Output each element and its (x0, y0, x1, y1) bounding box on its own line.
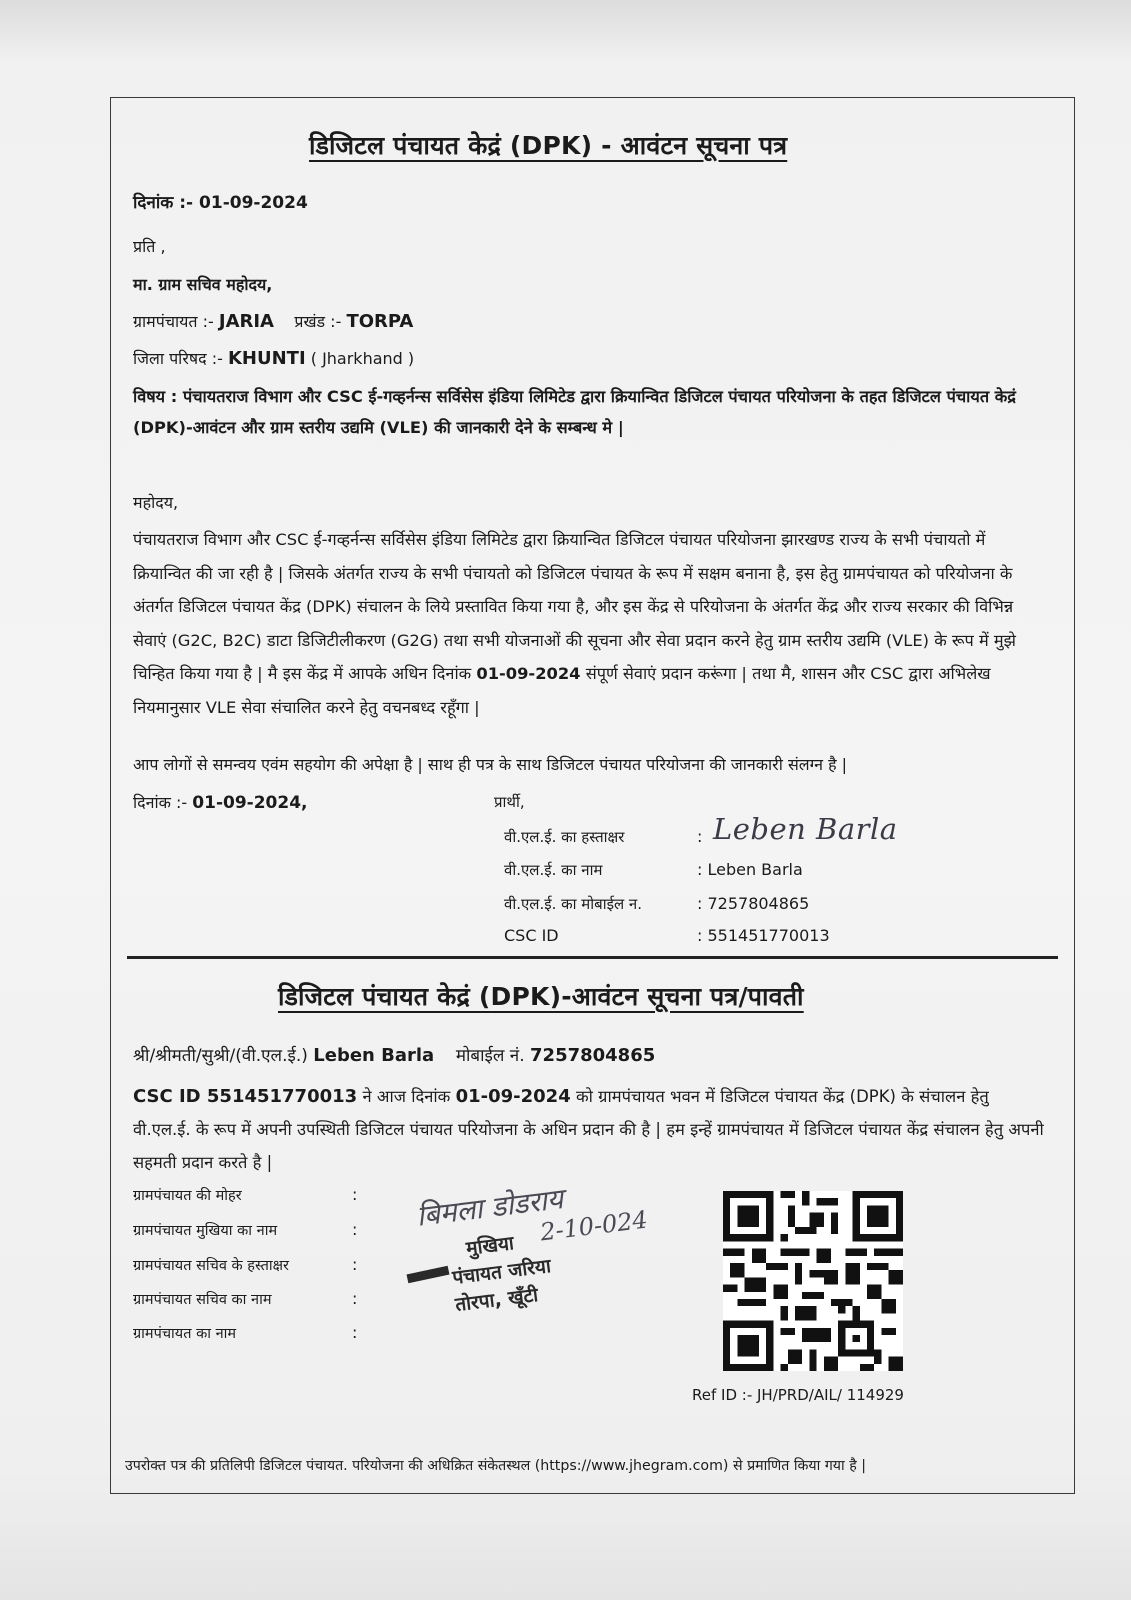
body-paragraph (133, 523, 1048, 724)
stamp-line-2: पंचायत जरिया (451, 1255, 553, 1289)
field-seal-label: ग्रामपंचायत की मोहर (133, 1188, 242, 1204)
vle-name-label: वी.एल.ई. का नाम (504, 861, 603, 879)
field-mukhiya-name-label: ग्रामपंचायत मुखिया का नाम (133, 1223, 278, 1239)
date-value: 01-09-2024 (199, 193, 308, 213)
page-title: डिजिटल पंचायत केद्रं (DPK) - आवंटन सूचना पत्र (309, 131, 788, 160)
salutation-text: महोदय, (133, 493, 179, 512)
person-prefix: श्री/श्रीमती/सुश्री/(वी.एल.ई.) (133, 1046, 308, 1066)
receipt-date: 01-09-2024 (455, 1086, 571, 1107)
vle-mobile-label: वी.एल.ई. का मोबाईल न. (504, 895, 643, 913)
block-value: TORPA (346, 311, 414, 332)
receipt-text-2: को ग्रामपंचायत भवन में डिजिटल पंचायत केंद्र (DPK) के संचालन हेतु वी.एल.ई. के रूप में अपनी उपस्थिती डिजिटल पंचायत परियोजना के अधिन प्रदान की है | हम इन्हें ग्रामपंचायत में डिजिटल पंचायत केंद्र संचालन हेतु अपनी सहमती प्रदान करते है | (133, 1087, 1044, 1172)
prati-text: प्रति , (133, 237, 166, 256)
field-colon: : (352, 1220, 358, 1239)
body-date: 01-09-2024 (476, 664, 581, 683)
district-label: जिला परिषद :- (133, 349, 223, 368)
cooperation-text: आप लोगों से समन्वय एवंम सहयोग की अपेक्षा है | साथ ही पत्र के साथ डिजिटल पंचायत परियोजना की जानकारी संलग्न है | (133, 755, 848, 774)
block-label: प्रखंड :- (294, 312, 342, 331)
qr-code (723, 1191, 903, 1371)
csc-id-label: CSC ID (504, 926, 559, 945)
receipt-csc-id: CSC ID 551451770013 (133, 1086, 358, 1107)
receipt-paragraph (133, 1080, 1045, 1179)
stamp-line-3: तोरपा, खूँटी (454, 1284, 540, 1316)
vle-signature-label: वी.एल.ई. का हस्ताक्षर (504, 828, 625, 846)
mobile-value: 7257804865 (530, 1045, 656, 1066)
vle-signature: Leben Barla (713, 812, 898, 846)
mobile-label: मोबाईल नं. (455, 1046, 525, 1066)
applicant-text: प्रार्थी, (494, 793, 525, 811)
qr-code-graphic (723, 1191, 903, 1371)
handwritten-date: 2-10-024 (538, 1205, 650, 1247)
ref-id: Ref ID :- JH/PRD/AIL/ 114929 (692, 1386, 904, 1404)
field-colon: : (352, 1185, 358, 1204)
gram-value: JARIA (218, 311, 274, 332)
district-value: KHUNTI (227, 348, 306, 369)
receipt-title: डिजिटल पंचायत केद्रं (DPK)-आवंटन सूचना पत्र/पावती (278, 982, 804, 1011)
footer-date-label: दिनांक :- (133, 793, 188, 812)
receipt-text-1: ने आज दिनांक (362, 1087, 451, 1106)
field-colon: : (352, 1323, 358, 1342)
vle-name-value: : Leben Barla (697, 860, 803, 879)
vle-signature-colon: : (697, 827, 703, 846)
body-text-1: पंचायतराज विभाग और CSC ई-गव्हर्नन्स सर्विसेस इंडिया लिमिटेड द्वारा क्रियान्वित डिजिटल पंचायत परियोजना झारखण्ड राज्य के सभी पंचायतो में क्रियान्वित की जा रही है | जिसके अंतर्गत राज्य के सभी पंचायतो को डिजिटल पंचायत के रूप में सक्षम बनाना है, इस हेतु ग्रामपंचायत को परियोजना के अंतर्गत डिजिटल पंचायत केंद्र (DPK) संचालन के लिये प्रस्तावित किया गया है, और इस केंद्र से परियोजना के अंतर्गत केंद्र और राज्य सरकार की विभिन्न सेवाएं (G2C, B2C) डाटा डिजिटीलीकरण (G2G) तथा सभी योजनाओं की सूचना और सेवा प्रदान करने हेतु ग्राम स्तरीय उद्यमि (VLE) के रूप में मुझे चिन्हित किया गया है | मै इस केंद्र में आपके अधिन दिनांक (133, 530, 1016, 683)
field-secretary-signature-label: ग्रामपंचायत सचिव के हस्ताक्षर (133, 1258, 289, 1274)
footer-date-line (133, 791, 308, 813)
date-line (133, 190, 308, 213)
gram-block-line (133, 310, 413, 332)
gram-label: ग्रामपंचायत :- (133, 312, 214, 331)
field-secretary-name-label: ग्रामपंचायत सचिव का नाम (133, 1292, 272, 1308)
district-line (133, 347, 414, 369)
footer-note: उपरोक्त पत्र की प्रतिलिपी डिजिटल पंचायत. परियोजना की अधिक्रित संकेतस्थल (https://www.jhegram.com) से प्रमाणित किया गया है | (125, 1458, 867, 1474)
field-panchayat-name-label: ग्रामपंचायत का नाम (133, 1326, 237, 1342)
person-name: Leben Barla (313, 1045, 435, 1066)
field-colon: : (352, 1255, 358, 1274)
subject-text: विषय : पंचायतराज विभाग और CSC ई-गव्हर्नन्स सर्विसेस इंडिया लिमिटेड द्वारा क्रियान्वित डिजिटल पंचायत परियोजना के तहत डिजिटल पंचायत केद्रं (DPK)-आवंटन और ग्राम स्तरीय उद्यमि (VLE) की जानकारी देने के सम्बन्ध मे | (133, 387, 1016, 437)
footer-date-value: 01-09-2024, (192, 793, 308, 813)
date-label: दिनांक :- (133, 193, 194, 213)
field-colon: : (352, 1289, 358, 1308)
addressee-text: मा. ग्राम सचिव महोदय, (133, 275, 273, 294)
handwritten-mukhiya-name: बिमला डोडराय (414, 1182, 565, 1233)
body-text-2: संपूर्ण सेवाएं प्रदान करूंगा | तथा मै, शासन और CSC द्वारा अभिलेख नियमानुसार VLE सेवा संचालित करने हेतु वचनबध्द रहूँगा | (133, 664, 991, 717)
section-divider (127, 956, 1058, 959)
csc-id-value: : 551451770013 (697, 926, 830, 945)
vle-mobile-value: : 7257804865 (697, 894, 810, 913)
stamp-line-1: मुखिया (464, 1232, 516, 1260)
receipt-person-line (133, 1043, 655, 1066)
state-text: ( Jharkhand ) (310, 349, 415, 368)
